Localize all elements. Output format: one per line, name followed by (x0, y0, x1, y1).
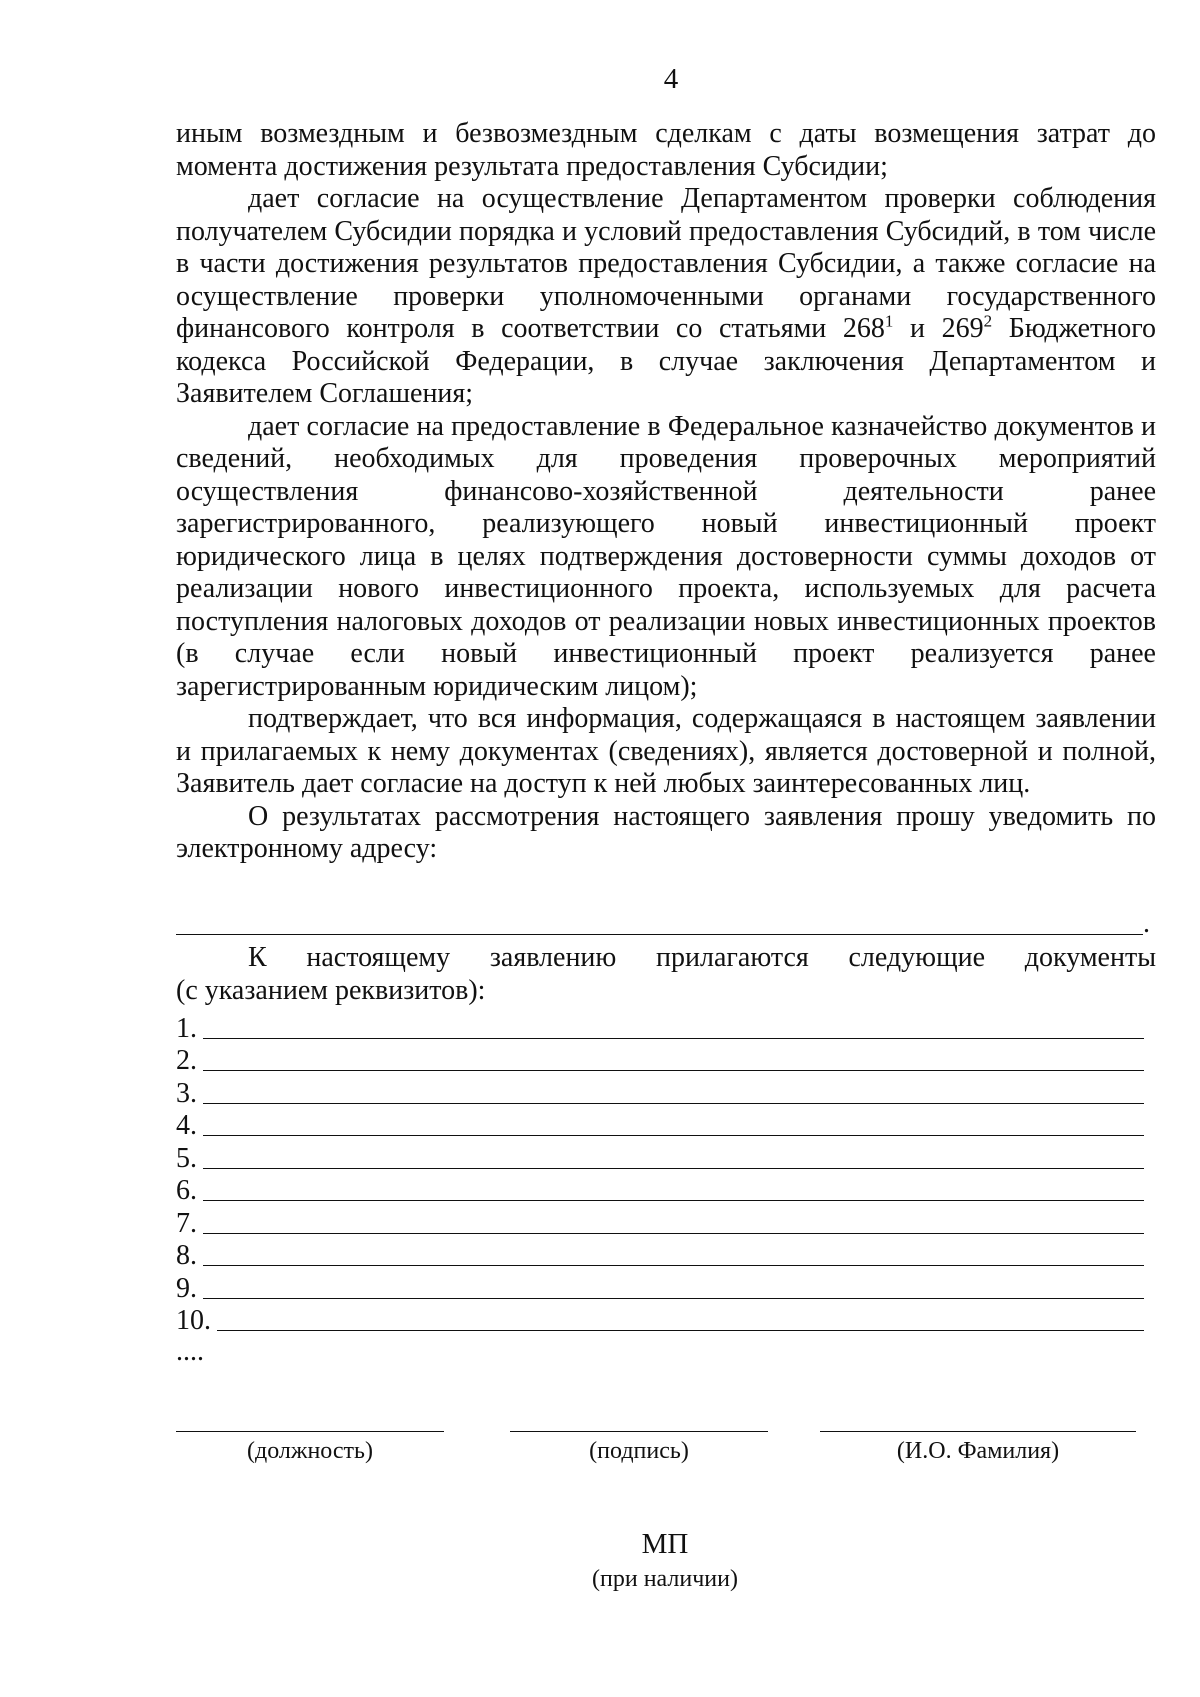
list-item (176, 1045, 1144, 1078)
list-item-number: 10. (176, 1305, 211, 1336)
paragraph-continuation (176, 118, 1156, 183)
paragraph-line: иным возмездным и безвозмездным сделкам с даты возмещения затрат до (176, 118, 1156, 149)
list-item (176, 1012, 1144, 1045)
paragraph-confirmation: подтверждает, что вся информация, содержащаяся в настоящем заявлении и прилагаемых к нему документах (сведениях), является достоверной и полной, Заявитель дает согласие на доступ к ней любых заинтересованных лиц. (176, 703, 1156, 799)
signature-field[interactable] (510, 1431, 768, 1432)
page-number: 4 (663, 63, 679, 95)
list-item-field[interactable] (203, 1070, 1144, 1071)
stamp-note: (при наличии) (592, 1566, 738, 1592)
list-item-field[interactable] (203, 1200, 1144, 1201)
attachments-list (176, 1012, 1144, 1337)
full-name-field[interactable] (820, 1431, 1136, 1432)
list-item-number: 8. (176, 1240, 197, 1271)
paragraph-notification: О результатах рассмотрения настоящего заявления прошу уведомить по электронному адресу: (176, 800, 1156, 864)
list-item (176, 1110, 1144, 1143)
stamp-label: МП (641, 1528, 689, 1560)
list-item (176, 1207, 1144, 1240)
list-item-number: 1. (176, 1012, 197, 1044)
list-item-number: 3. (176, 1077, 197, 1109)
email-address-field[interactable] (176, 934, 1143, 935)
email-field-period: . (1143, 908, 1150, 939)
list-item (176, 1305, 1144, 1338)
list-item-number: 7. (176, 1207, 197, 1239)
list-item-field[interactable] (217, 1330, 1144, 1331)
list-item-number: 4. (176, 1110, 197, 1141)
superscript: 2 (983, 311, 993, 331)
paragraph-consent-treasury: дает согласие на предоставление в Федеральное казначейство документов и сведений, необходимых для проведения проверочных мероприятий осуществления финансово-хозяйственной деятельности ранее зарегистрированного, реализующего новый инвестиционный проект юридического лица в целях подтверждения достоверности суммы доходов от реализации нового инвестиционного проекта, используемых для расчета поступления налоговых доходов от реализации новых инвестиционных проектов (в случае если новый инвестиционный проект реализуется ранее зарегистрированным юридическим лицом); (176, 410, 1156, 702)
paragraph-consent-inspection (176, 183, 1156, 411)
superscript: 1 (884, 311, 894, 331)
signature-label: (подпись) (589, 1438, 689, 1464)
attachments-intro-line: К настоящему заявлению прилагаются следующие документы (248, 942, 1156, 973)
list-item-number: 6. (176, 1175, 197, 1206)
list-item (176, 1077, 1144, 1110)
list-item-number: 9. (176, 1272, 197, 1304)
list-item-number: 5. (176, 1142, 197, 1174)
paragraph-text: дает согласие на осуществление Департаментом проверки соблюдения получателем Субсидии порядка и условий предоставления Субсидий, в том числе в части достижения результатов предоставления Субсидии, а также согласие на осуществление проверки уполномоченными органами государственного финансового контроля в соответствии со статьями 268 (176, 183, 1156, 344)
list-item-field[interactable] (203, 1038, 1144, 1039)
paragraph-line: момента достижения результата предоставления Субсидии; (176, 150, 888, 182)
list-item (176, 1272, 1144, 1305)
list-item (176, 1142, 1144, 1175)
list-item (176, 1240, 1144, 1273)
list-item-field[interactable] (203, 1298, 1144, 1299)
attachments-intro (176, 942, 1156, 1007)
list-item-field[interactable] (203, 1103, 1144, 1104)
paragraph-text: Бюджетного кодекса Российской Федерации, в случае заключения Департаментом и Заявителем Соглашения; (176, 313, 1156, 409)
paragraph-text: и 269 (893, 313, 984, 344)
list-item-field[interactable] (203, 1168, 1144, 1169)
attachments-intro-line: (с указанием реквизитов): (176, 974, 486, 1006)
list-ellipsis: .... (176, 1336, 204, 1367)
body-text (176, 118, 1156, 866)
position-field[interactable] (176, 1431, 444, 1432)
position-label: (должность) (247, 1438, 373, 1464)
list-item-field[interactable] (203, 1233, 1144, 1234)
list-item-field[interactable] (203, 1135, 1144, 1136)
full-name-label: (И.О. Фамилия) (896, 1438, 1060, 1464)
list-item-field[interactable] (203, 1265, 1144, 1266)
list-item (176, 1175, 1144, 1208)
list-item-number: 2. (176, 1045, 197, 1076)
